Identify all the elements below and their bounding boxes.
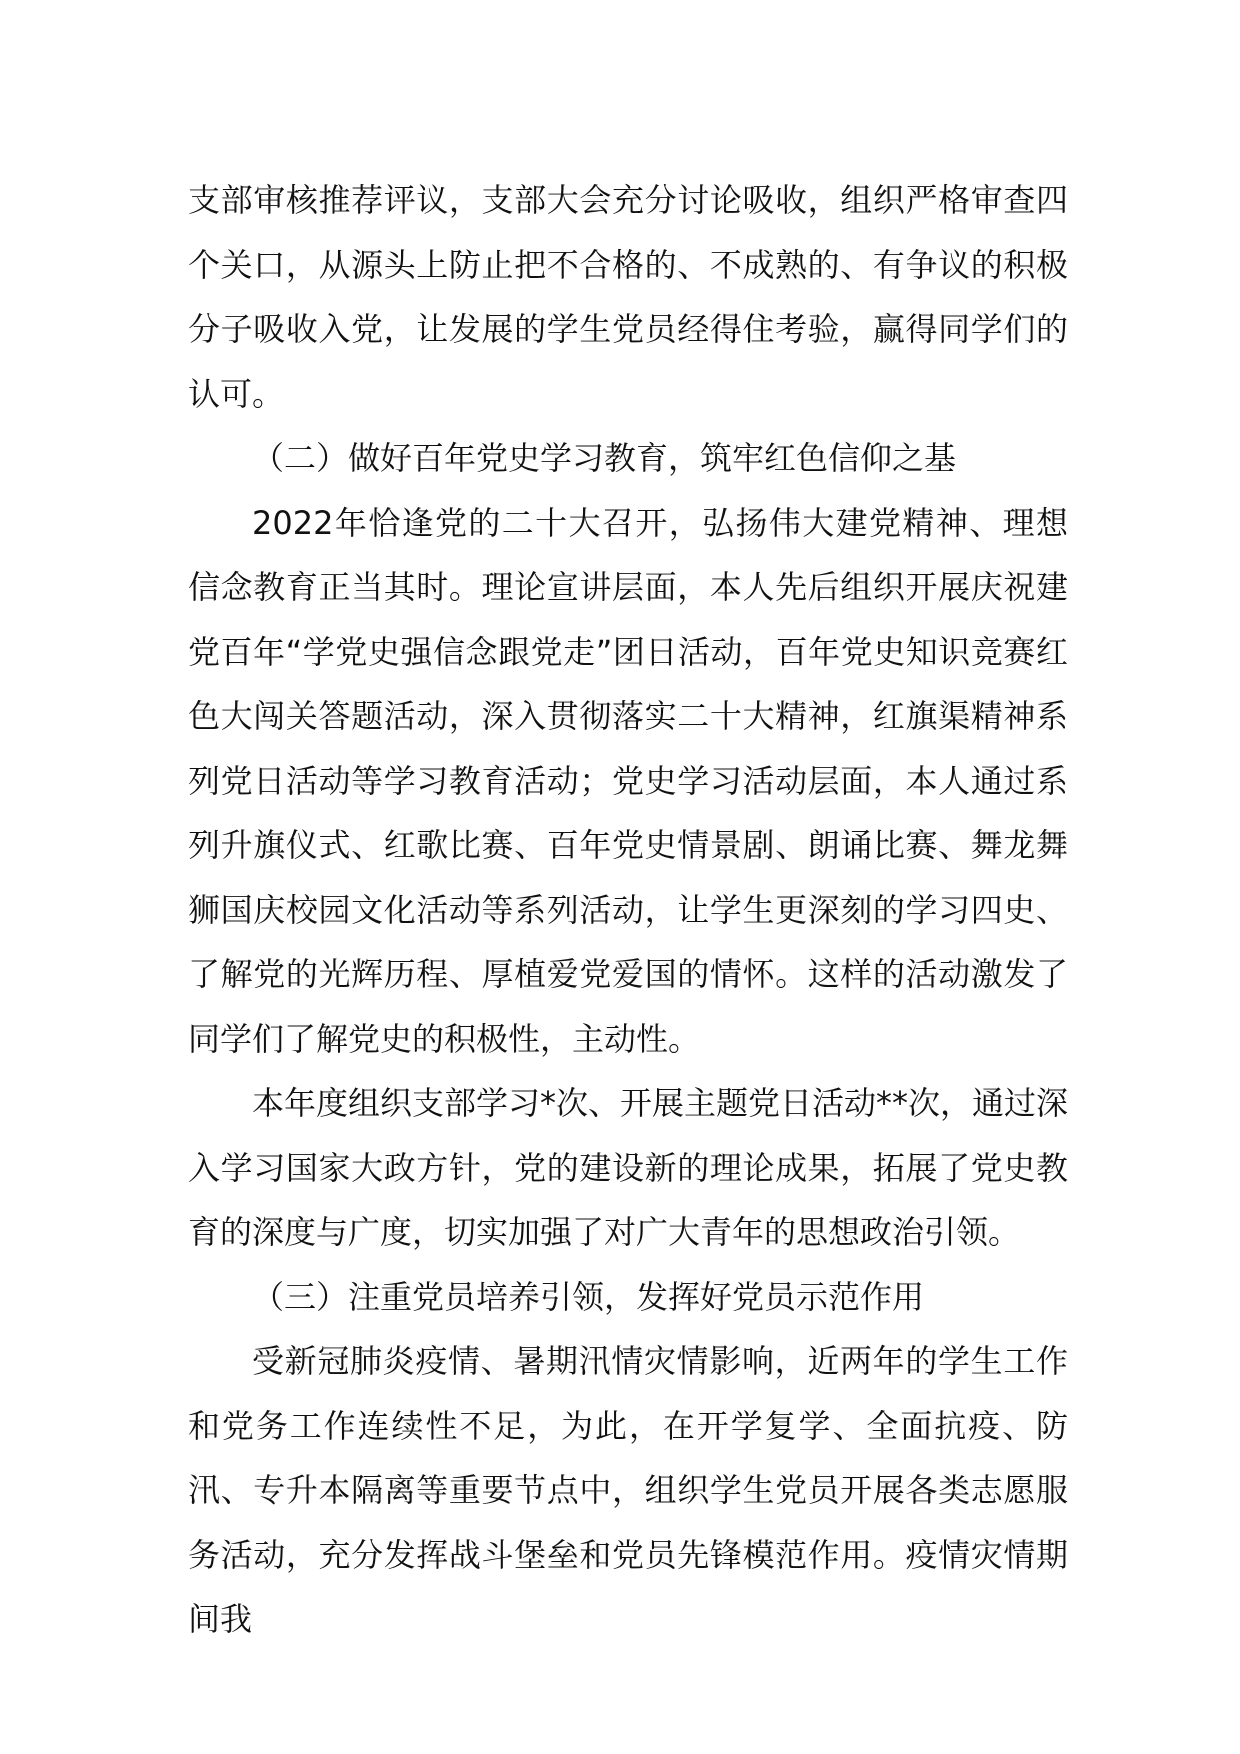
paragraph-volunteer-service: 受新冠肺炎疫情、暑期汛情灾情影响，近两年的学生工作和党务工作连续性不足，为此，在开学复学、全面抗疫、防汛、专升本隔离等重要节点中，组织学生党员开展各类志愿服务活动，充分发挥战斗堡垒和党员先锋模范作用。疫情灾情期间我 <box>188 1342 1068 1638</box>
document-body <box>188 168 1068 1652</box>
paragraph-party-history: 2022年恰逢党的二十大召开，弘扬伟大建党精神、理想信念教育正当其时。理论宣讲层面，本人先后组织开展庆祝建党百年“学党史强信念跟党走”团日活动，百年党史知识竞赛红色大闯关答题活动，深入贯彻落实二十大精神，红旗渠精神系列党日活动等学习教育活动；党史学习活动层面，本人通过系列升旗仪式、红歌比赛、百年党史情景剧、朗诵比赛、舞龙舞狮国庆校园文化活动等系列活动，让学生更深刻的学习四史、了解党的光辉历程、厚植爱党爱国的情怀。这样的活动激发了同学们了解党史的积极性，主动性。 <box>188 503 1068 1058</box>
paragraph-annual-study: 本年度组织支部学习*次、开展主题党日活动**次，通过深入学习国家大政方针，党的建设新的理论成果，拓展了党史教育的深度与广度，切实加强了对广大青年的思想政治引领。 <box>188 1084 1069 1251</box>
section-heading-2: （二）做好百年党史学习教育，筑牢红色信仰之基 <box>252 439 957 477</box>
paragraph-continued: 支部审核推荐评议，支部大会充分讨论吸收，组织严格审查四个关口，从源头上防止把不合格的、不成熟的、有争议的积极分子吸收入党，让发展的学生党员经得住考验，赢得同学们的认可。 <box>188 181 1068 413</box>
section-heading-3: （三）注重党员培养引领，发挥好党员示范作用 <box>252 1277 925 1316</box>
